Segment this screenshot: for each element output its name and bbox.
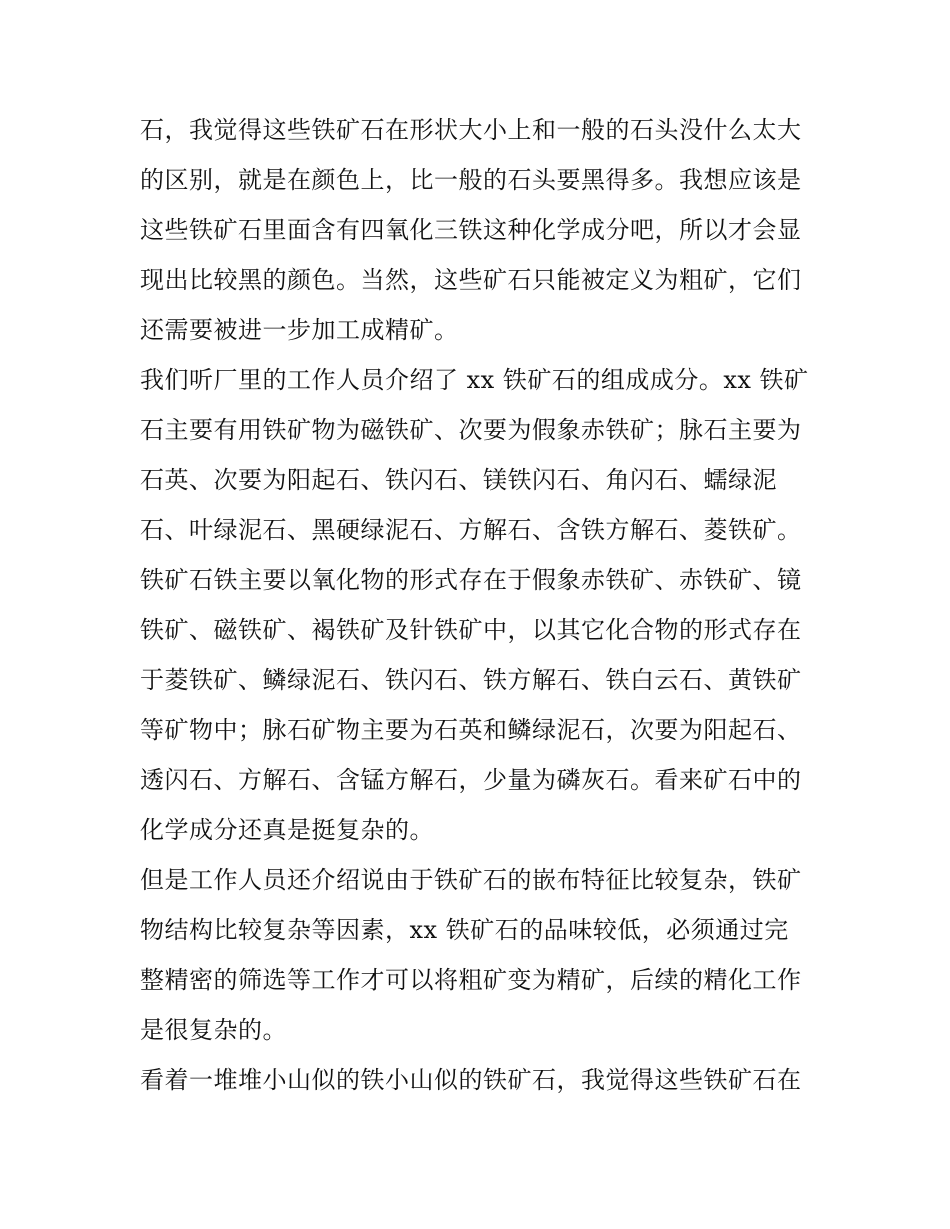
text-line: 还需要被进一步加工成精矿。 — [140, 316, 459, 344]
text-line: 于菱铁矿、鳞绿泥石、铁闪石、铁方解石、铁白云石、黄铁矿 — [140, 666, 802, 694]
text-line: 是很复杂的。 — [140, 1016, 287, 1044]
text-line: 看着一堆堆小山似的铁小山似的铁矿石，我觉得这些铁矿石在 — [140, 1066, 802, 1094]
text-line: 但是工作人员还介绍说由于铁矿石的嵌布特征比较复杂，铁矿 — [140, 866, 802, 894]
text-line: 整精密的筛选等工作才可以将粗矿变为精矿，后续的精化工作 — [140, 966, 802, 994]
document-body — [140, 105, 820, 1105]
text-line: 这些铁矿石里面含有四氧化三铁这种化学成分吧，所以才会显 — [140, 216, 802, 244]
text-line: 石主要有用铁矿物为磁铁矿、次要为假象赤铁矿；脉石主要为 — [140, 416, 802, 444]
text-line: 透闪石、方解石、含锰方解石，少量为磷灰石。看来矿石中的 — [140, 766, 802, 794]
text-line: 石，我觉得这些铁矿石在形状大小上和一般的石头没什么太大 — [140, 116, 802, 144]
text-line: 石英、次要为阳起石、铁闪石、镁铁闪石、角闪石、蠕绿泥 — [140, 466, 777, 494]
text-line: 化学成分还真是挺复杂的。 — [140, 816, 434, 844]
text-line: 我们听厂里的工作人员介绍了 xx 铁矿石的组成成分。xx 铁矿 — [140, 366, 809, 394]
text-line: 物结构比较复杂等因素，xx 铁矿石的品味较低，必须通过完 — [140, 916, 789, 944]
text-line: 铁矿石铁主要以氧化物的形式存在于假象赤铁矿、赤铁矿、镜 — [140, 566, 802, 594]
text-line: 等矿物中；脉石矿物主要为石英和鳞绿泥石，次要为阳起石、 — [140, 716, 802, 744]
text-line: 铁矿、磁铁矿、褐铁矿及针铁矿中，以其它化合物的形式存在 — [140, 616, 802, 644]
text-line: 石、叶绿泥石、黑硬绿泥石、方解石、含铁方解石、菱铁矿。 — [140, 516, 802, 544]
text-line: 现出比较黑的颜色。当然，这些矿石只能被定义为粗矿，它们 — [140, 266, 802, 294]
text-line: 的区别，就是在颜色上，比一般的石头要黑得多。我想应该是 — [140, 166, 802, 194]
